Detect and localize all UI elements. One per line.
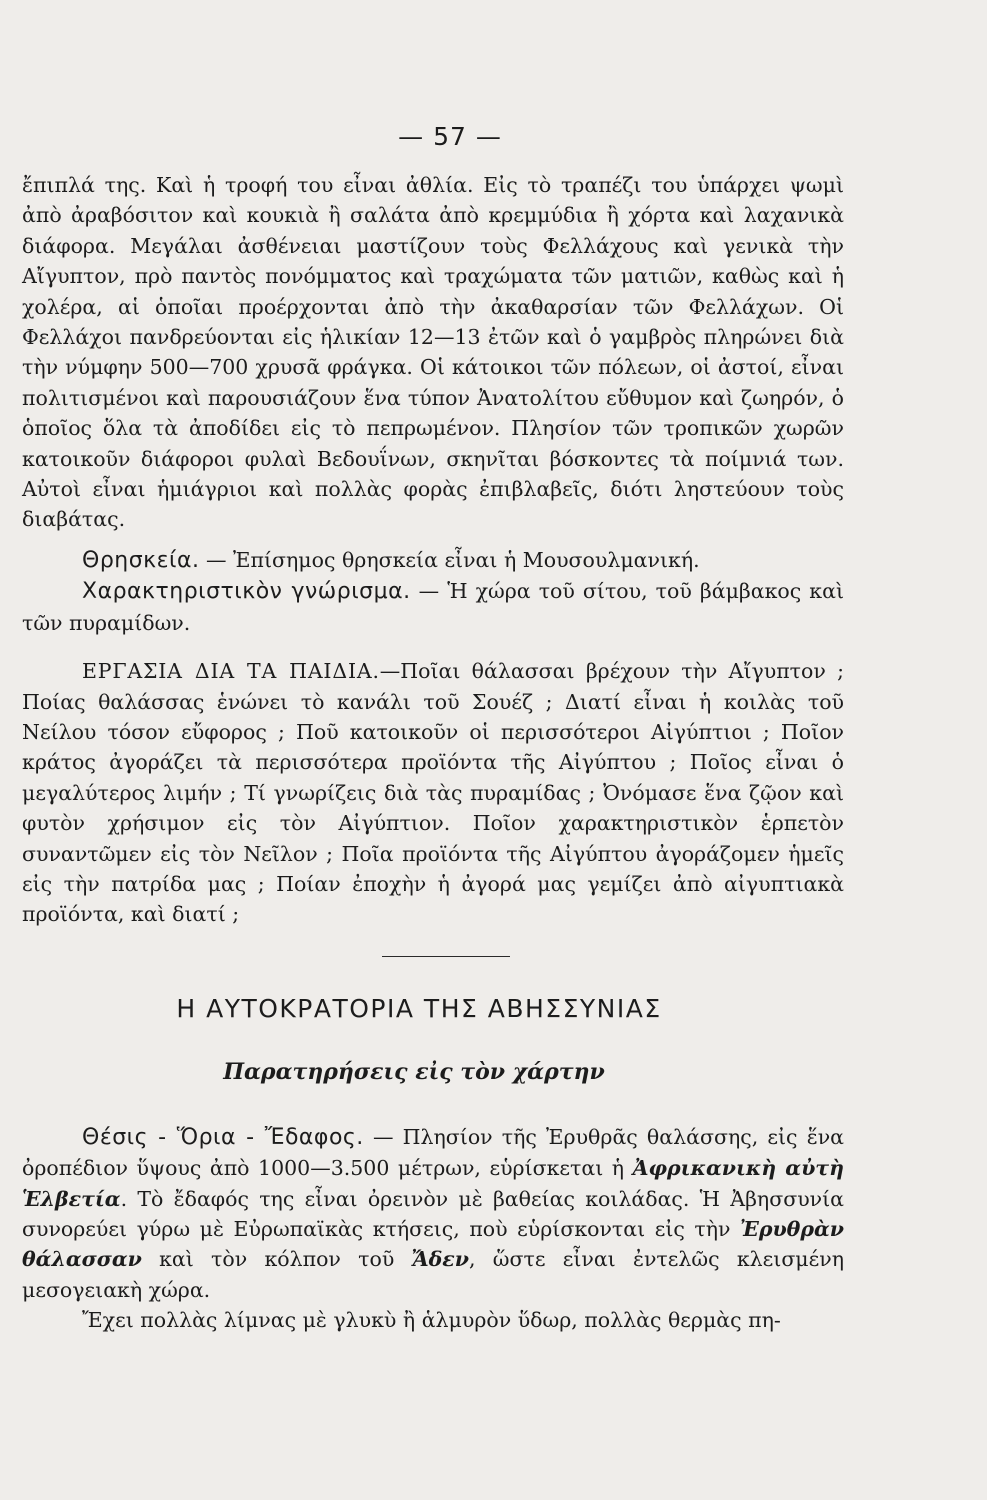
exercises-heading: ΕΡΓΑΣΙΑ ΔΙΑ ΤΑ ΠΑΙΔΙΑ. xyxy=(82,659,380,684)
page-number: — 57 — xyxy=(398,122,502,151)
page-content xyxy=(22,170,844,1336)
position-emphasis-switzerland: Ἀφρικανικὴ αὐτὴ Ἑλβετία xyxy=(22,1156,844,1211)
position-emphasis-red-sea: Ἐρυθρὰν θάλασσαν xyxy=(22,1216,844,1272)
exercises-text: —Ποῖαι θάλασσαι βρέχουν τὴν Αἴγυπτον ; Ποίας θαλάσσας ἑνώνει τὸ κανάλι τοῦ Σουέζ ; Διατί εἶναι ἡ κοιλὰς τοῦ Νείλου τόσον εὔφορος ; Ποῦ κατοικοῦν οἱ περισσότεροι Αἰγύπτιοι ; Ποῖον κράτος ἀγοράζει τὰ περισσότερα προϊόντα τῆς Αἰγύπτου ; Ποῖος εἶναι ὁ μεγαλύτερος λιμήν ; Τί γνωρίζεις διὰ τὰς πυραμίδας ; Ὀνόμασε ἕνα ζῷον καὶ φυτὸν χρήσιμον εἰς τὸν Αἰγύπτιον. Ποῖον χαρακτηριστικὸν ἑρπετὸν συναντῶμεν εἰς τὸν Νεῖλον ; Ποῖα προϊόντα τῆς Αἰγύπτου ἀγοράζομεν ἡμεῖς εἰς τὴν πατρίδα μας ; Ποίαν ἐποχὴν ἡ ἀγορά μας γεμίζει ἀπὸ αἰγυπτιακὰ προϊόντα, καὶ διατί ; xyxy=(22,659,844,927)
position-text-4: , ὥστε εἶναι ἐντελῶς κλεισμένη μεσογειακὴ χώρα. xyxy=(22,1247,844,1302)
section-divider xyxy=(382,956,510,957)
position-heading: Θέσις - Ὅρια - Ἔδαφος. xyxy=(82,1124,364,1150)
section-subtitle: Παρατηρήσεις εἰς τὸν χάρτην xyxy=(223,1058,605,1085)
characteristic-heading: Χαρακτηριστικὸν γνώρισμα. xyxy=(82,579,411,605)
religion-text: — Ἐπίσημος θρησκεία εἶναι ἡ Μουσουλμανική. xyxy=(199,547,700,572)
position-text-2: . Τὸ ἔδαφός της εἶναι ὀρεινὸν μὲ βαθείας κοιλάδας. Ἡ Ἀβησσυνία συνορεύει γύρω μὲ Εὐρωπαϊκὰς κτήσεις, ποὺ εὑρίσκονται εἰς τὴν xyxy=(22,1186,844,1241)
paragraph-position xyxy=(22,1122,844,1305)
characteristic-text: — Ἡ χώρα τοῦ σίτου, τοῦ βάμβακος καὶ τῶν πυραμίδων. xyxy=(22,579,844,635)
section-title: Η ΑΥΤΟΚΡΑΤΟΡΙΑ ΤΗΣ ΑΒΗΣΣΥΝΙΑΣ xyxy=(176,993,662,1023)
religion-heading: Θρησκεία. xyxy=(82,547,200,573)
paragraph-fellahs: ἔπιπλά της. Καὶ ἡ τροφή του εἶναι ἀθλία. Εἰς τὸ τραπέζι του ὑπάρχει ψωμὶ ἀπὸ ἀραβόσιτον καὶ κουκιὰ ἢ σαλάτα ἀπὸ κρεμμύδια ἢ χόρτα καὶ λαχανικὰ διάφορα. Μεγάλαι ἀσθένειαι μαστίζουν τοὺς Φελλάχους καὶ γενικὰ τὴν Αἴγυπτον, πρὸ παντὸς πονόμματος καὶ τραχώματα τῶν ματιῶν, καθὼς καὶ ἡ χολέρα, αἱ ὁποῖαι προέρχονται ἀπὸ τὴν ἀκαθαρσίαν τῶν Φελλάχων. Οἱ Φελλάχοι πανδρεύονται εἰς ἡλικίαν 12—13 ἐτῶν καὶ ὁ γαμβρὸς πληρώνει διὰ τὴν νύμφην 500—700 χρυσᾶ φράγκα. Οἱ κάτοικοι τῶν πόλεων, οἱ ἀστοί, εἶναι πολιτισμένοι καὶ παρουσιάζουν ἕνα τύπον Ἀνατολίτου εὔθυμον καὶ ζωηρόν, ὁ ὁποῖος ὅλα τὰ ἀποδίδει εἰς τὸ πεπρωμένον. Πλησίον τῶν τροπικῶν χωρῶν κατοικοῦν διάφοροι φυλαὶ Βεδουΐνων, σκηνῖται βόσκοντες τὰ ποίμνιά των. Αὐτοὶ εἶναι ἡμιάγριοι καὶ πολλὰς φορὰς ἐπιβλαβεῖς, διότι ληστεύουν τοὺς διαβάτας. xyxy=(22,173,844,532)
paragraph-lakes: Ἔχει πολλὰς λίμνας μὲ γλυκὺ ἢ ἁλμυρὸν ὕδωρ, πολλὰς θερμὰς πη- xyxy=(82,1308,781,1333)
paragraph-religion xyxy=(22,545,844,576)
position-emphasis-aden: Ἄδεν xyxy=(411,1247,469,1272)
paragraph-exercises xyxy=(22,656,844,930)
paragraph-characteristic xyxy=(22,576,844,638)
position-text-3: καὶ τὸν κόλπον τοῦ xyxy=(141,1247,412,1272)
position-text-1: — Πλησίον τῆς Ἐρυθρᾶς θαλάσσης, εἰς ἕνα ὀροπέδιον ὕψους ἀπὸ 1000—3.500 μέτρων, εὑρίσκεται ἡ xyxy=(22,1124,844,1181)
